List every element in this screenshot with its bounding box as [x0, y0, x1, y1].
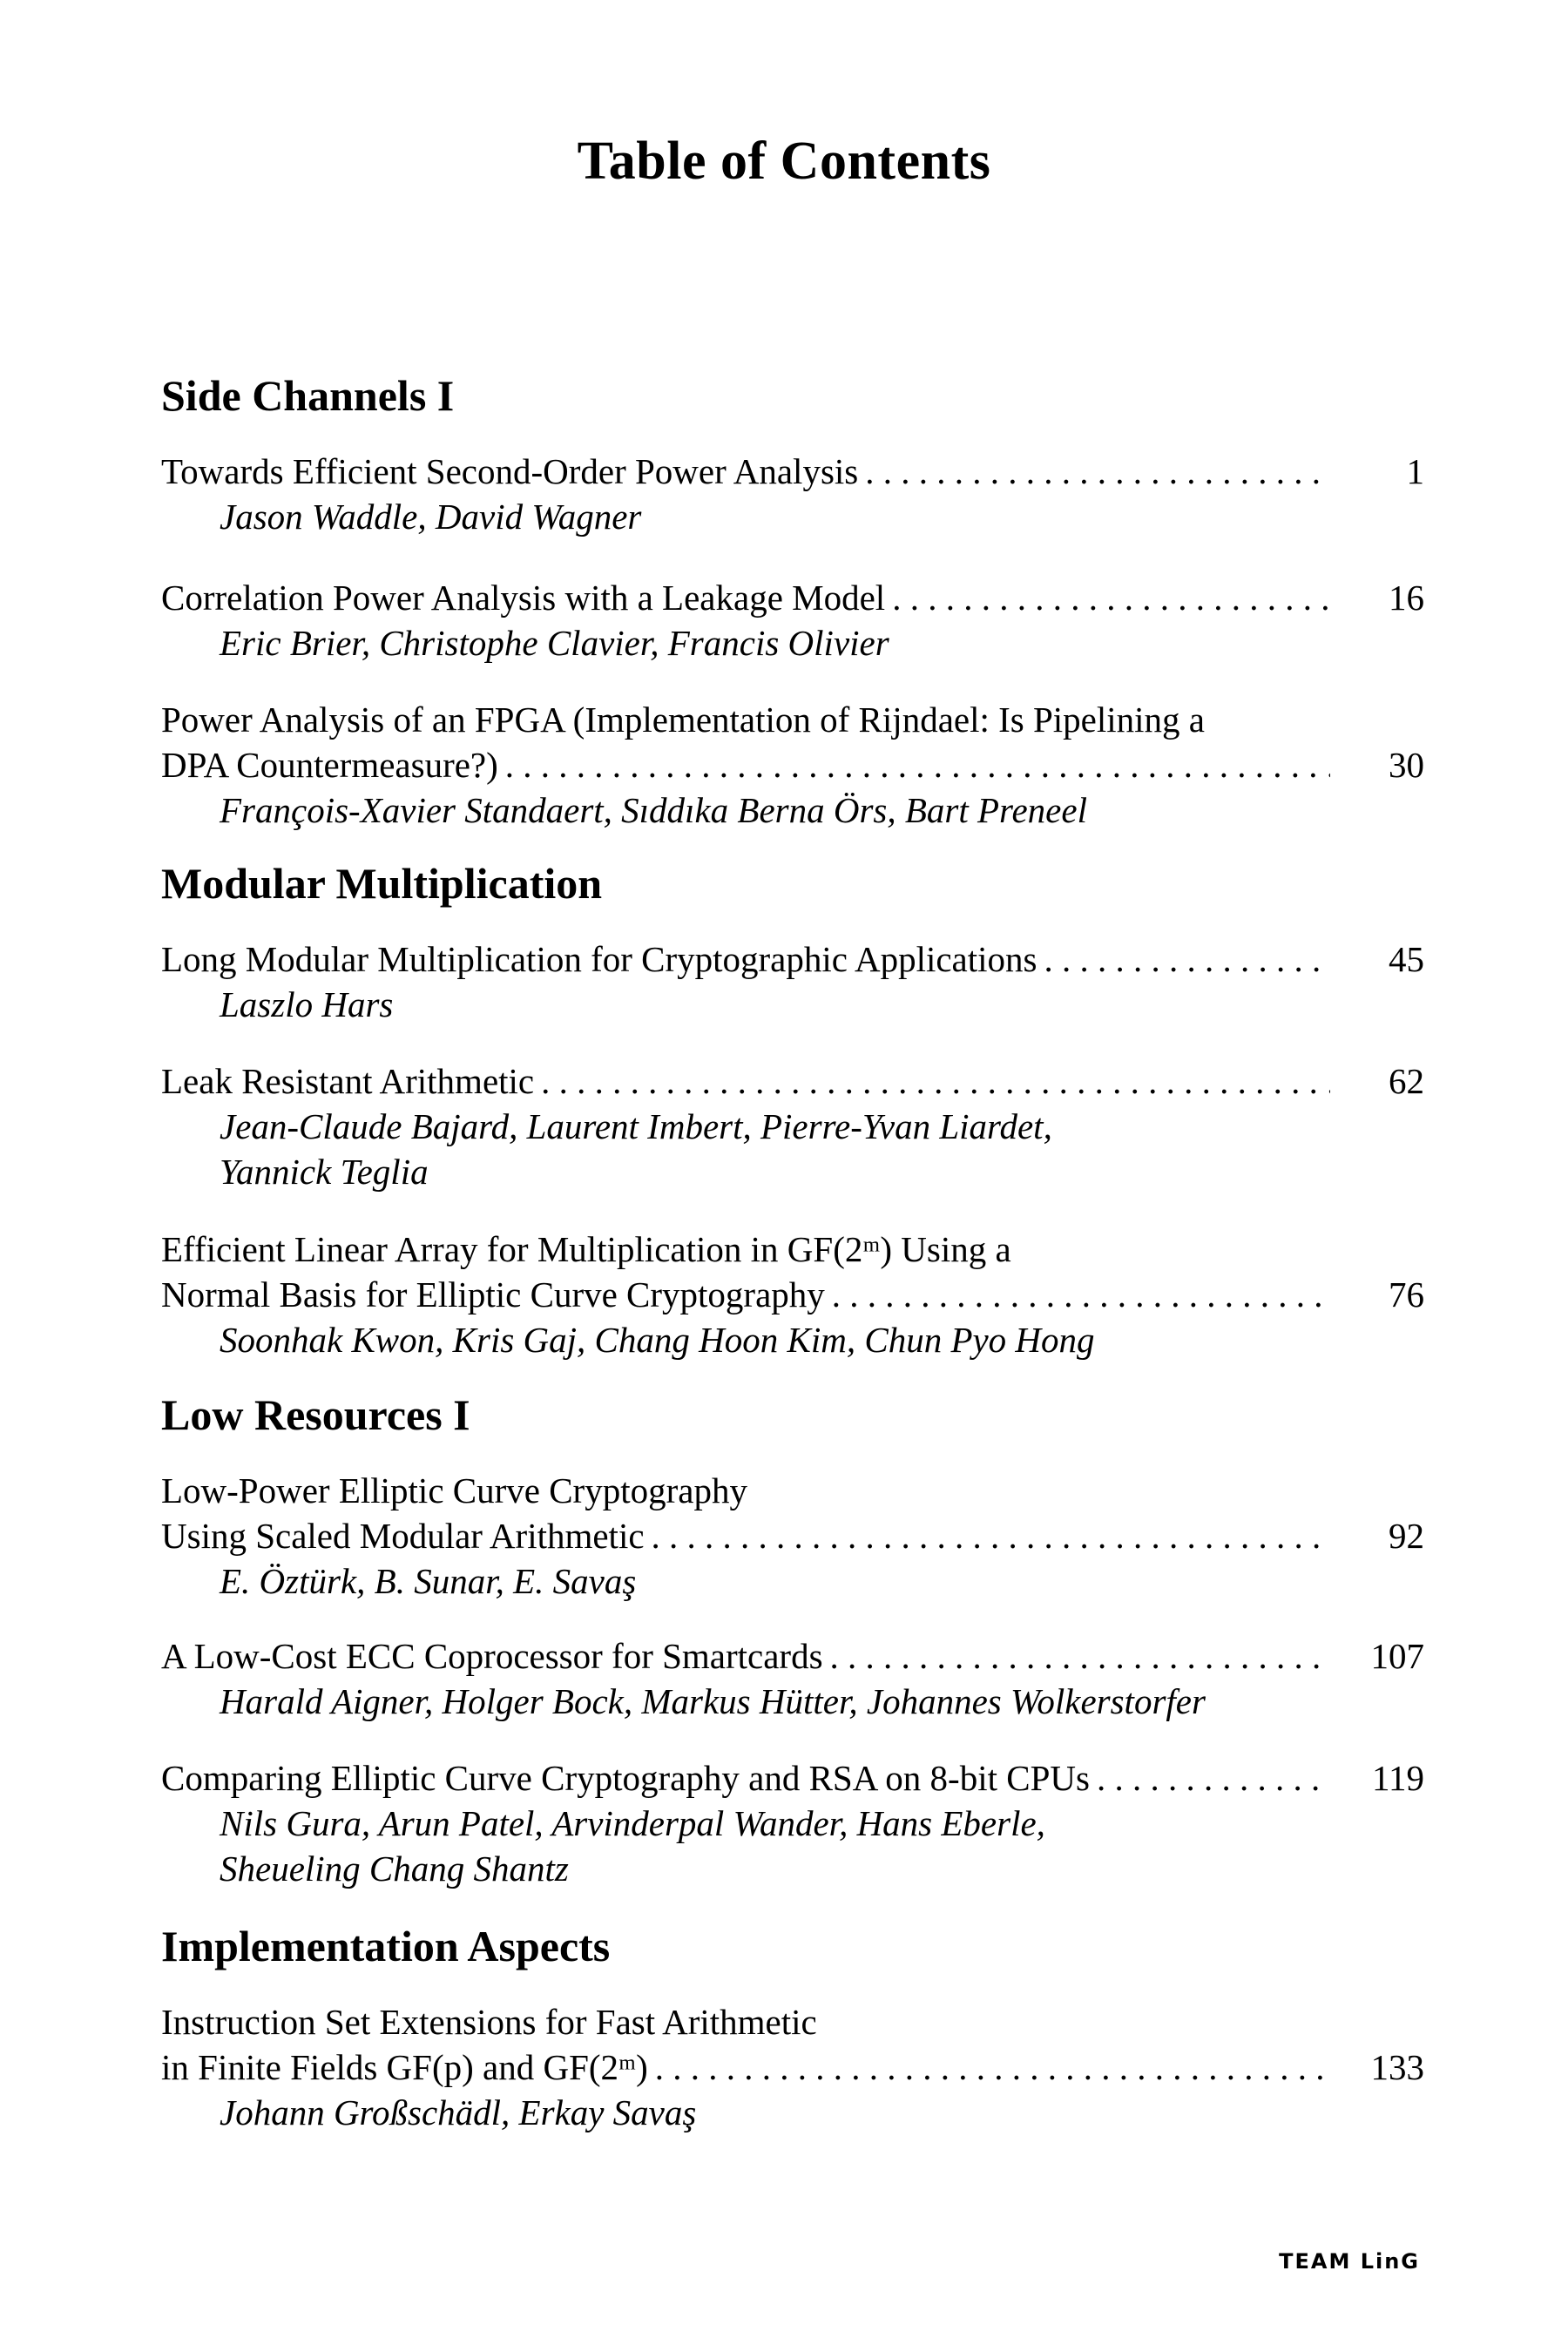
entry-authors: Eric Brier, Christophe Clavier, Francis Olivier — [220, 623, 889, 663]
footer-watermark: TEAM LinG — [1279, 2249, 1420, 2274]
dot-leader — [655, 2044, 1330, 2090]
dot-leader — [830, 1633, 1330, 1679]
entry-title: Long Modular Multiplication for Cryptographic Applications — [161, 939, 1037, 979]
toc-entry[interactable] — [161, 449, 1424, 539]
page-number: 92 — [1389, 1516, 1424, 1556]
page-title: Table of Contents — [577, 132, 991, 191]
entry-title: A Low-Cost ECC Coprocessor for Smartcards — [161, 1636, 823, 1676]
section-heading-modular-multiplication: Modular Multiplication — [161, 859, 603, 908]
entry-title: Correlation Power Analysis with a Leakage Model — [161, 578, 886, 618]
toc-entry[interactable] — [161, 1058, 1424, 1194]
entry-title: DPA Countermeasure?) — [161, 745, 498, 785]
section-heading-side-channels: Side Channels I — [161, 371, 455, 420]
entry-title: Leak Resistant Arithmetic — [161, 1061, 535, 1101]
entry-title: in Finite Fields GF(p) and GF(2ᵐ) — [161, 2047, 648, 2087]
toc-entry[interactable] — [161, 575, 1424, 666]
page-number: 107 — [1370, 1636, 1424, 1676]
entry-title: Instruction Set Extensions for Fast Arithmetic — [161, 2002, 817, 2042]
dot-leader — [832, 1272, 1330, 1317]
toc-entry[interactable] — [161, 1633, 1424, 1724]
page-number: 119 — [1372, 1758, 1424, 1798]
dot-leader — [1097, 1755, 1330, 1801]
page-number: 1 — [1406, 451, 1424, 491]
entry-title: Normal Basis for Elliptic Curve Cryptography — [161, 1274, 825, 1315]
entry-authors: François-Xavier Standaert, Sıddıka Berna Örs, Bart Preneel — [220, 790, 1087, 830]
dot-leader — [865, 449, 1330, 494]
entry-authors: Nils Gura, Arun Patel, Arvinderpal Wander, Hans Eberle, — [220, 1803, 1045, 1843]
toc-entry[interactable] — [161, 1999, 1424, 2135]
entry-authors: Johann Großschädl, Erkay Savaş — [220, 2092, 697, 2132]
toc-entry[interactable] — [161, 1468, 1424, 1604]
entry-authors: Laszlo Hars — [220, 984, 394, 1024]
dot-leader — [892, 575, 1330, 620]
entry-authors: Yannick Teglia — [220, 1152, 429, 1192]
dot-leader — [652, 1513, 1330, 1558]
page-number: 16 — [1389, 578, 1424, 618]
toc-entry[interactable] — [161, 1755, 1424, 1891]
entry-title: Efficient Linear Array for Multiplication in GF(2ᵐ) Using a — [161, 1229, 1011, 1269]
entry-authors: Sheueling Chang Shantz — [220, 1848, 569, 1889]
section-heading-low-resources: Low Resources I — [161, 1390, 470, 1439]
entry-authors: Jean-Claude Bajard, Laurent Imbert, Pierre-Yvan Liardet, — [220, 1106, 1052, 1146]
entry-title: Using Scaled Modular Arithmetic — [161, 1516, 645, 1556]
dot-leader — [505, 742, 1330, 787]
entry-authors: Soonhak Kwon, Kris Gaj, Chang Hoon Kim, Chun Pyo Hong — [220, 1320, 1095, 1360]
entry-authors: Jason Waddle, David Wagner — [220, 497, 642, 537]
page-number: 76 — [1389, 1274, 1424, 1315]
page-number: 133 — [1370, 2047, 1424, 2087]
toc-entry[interactable] — [161, 697, 1424, 833]
entry-title: Towards Efficient Second-Order Power Analysis — [161, 451, 859, 491]
entry-title: Comparing Elliptic Curve Cryptography and RSA on 8-bit CPUs — [161, 1758, 1090, 1798]
dot-leader — [1044, 936, 1330, 982]
entry-authors: E. Öztürk, B. Sunar, E. Savaş — [220, 1561, 637, 1601]
toc-entry[interactable] — [161, 936, 1424, 1027]
page-number: 45 — [1389, 939, 1424, 979]
entry-title: Power Analysis of an FPGA (Implementation of Rijndael: Is Pipelining a — [161, 700, 1205, 740]
section-heading-implementation-aspects: Implementation Aspects — [161, 1922, 611, 1970]
entry-authors: Harald Aigner, Holger Bock, Markus Hütter, Johannes Wolkerstorfer — [220, 1681, 1206, 1721]
entry-title: Low-Power Elliptic Curve Cryptography — [161, 1470, 747, 1511]
page-number: 62 — [1389, 1061, 1424, 1101]
toc-entry[interactable] — [161, 1227, 1424, 1362]
page-number: 30 — [1389, 745, 1424, 785]
dot-leader — [541, 1058, 1330, 1104]
